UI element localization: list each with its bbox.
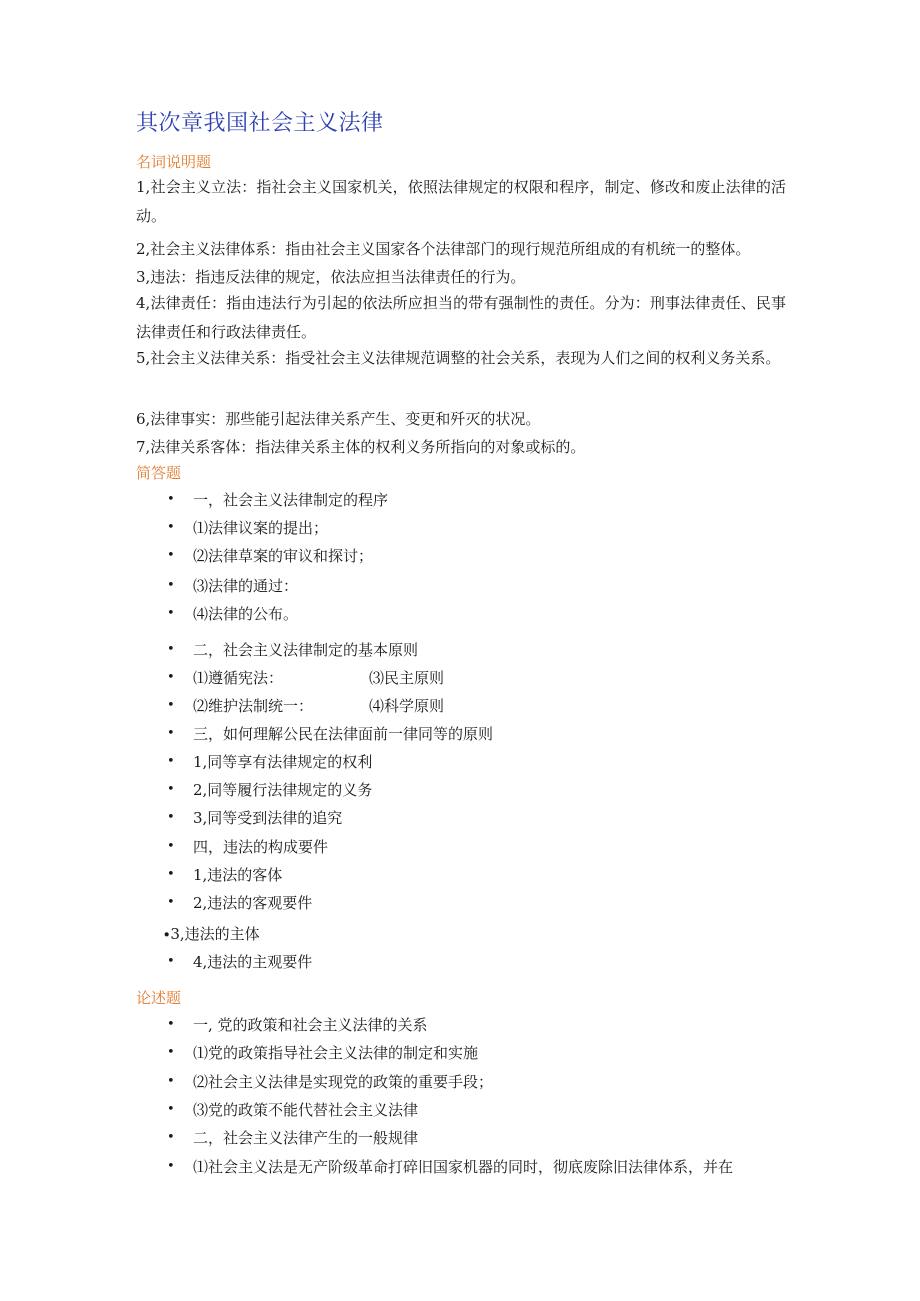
list-item: • 2,违法的客观要件 [167, 894, 313, 912]
term-item: 6,法律事实：那些能引起法律关系产生、变更和歼灭的状况。 [136, 410, 541, 428]
section-heading-short: 简答题 [136, 464, 182, 482]
term-item: 2,社会主义法律体系：指由社会主义国家各个法律部门的现行规范所组成的有机统一的整体。 [136, 240, 751, 258]
list-item: • 1,违法的客体 [167, 866, 283, 884]
list-item: • ⑵维护法制统一： ⑷科学原则 [167, 697, 445, 715]
bullet-icon: • [167, 895, 175, 910]
bullet-icon: • [167, 606, 175, 621]
list-item: • ⑴法律议案的提出； [167, 519, 329, 537]
bullet-icon: • [167, 1102, 175, 1117]
bullet-icon: • [167, 548, 175, 563]
bullet-icon: • [167, 1074, 175, 1089]
list-item: • 三，如何理解公民在法律面前一律同等的原则 [167, 725, 494, 743]
bullet-icon: • [167, 754, 175, 769]
bullet-icon: • [167, 867, 175, 882]
bullet-icon: • [167, 839, 175, 854]
list-item: • ⑶法律的通过： [167, 577, 299, 595]
list-item: • 二，社会主义法律产生的一般规律 [167, 1129, 419, 1147]
term-item: 1,社会主义立法：指社会主义国家机关，依照法律规定的权限和程序，制定、修改和废止法律的活动。 [136, 178, 786, 225]
section-heading-essay: 论述题 [136, 989, 182, 1007]
list-item: • 2,同等履行法律规定的义务 [167, 781, 373, 799]
bullet-icon: • [167, 642, 175, 657]
bullet-icon: • [167, 726, 175, 741]
bullet-icon: • [167, 1159, 175, 1174]
list-item: • ⑷法律的公布。 [167, 605, 299, 623]
bullet-icon: • [167, 520, 175, 535]
list-item: • ⑵法律草案的审议和探讨； [167, 547, 374, 565]
section-heading-terms: 名词说明题 [136, 153, 212, 171]
term-item: 4,法律责任：指由违法行为引起的依法所应担当的带有强制性的责任。分为：刑事法律责任、民事法律责任和行政法律责任。 [136, 294, 786, 341]
list-item: • ⑶党的政策不能代替社会主义法律 [167, 1101, 419, 1119]
list-item: • 一，社会主义法律制定的程序 [167, 491, 389, 509]
list-item: ∙3,违法的主体 [163, 925, 260, 943]
list-item: • ⑴遵循宪法： ⑶民主原则 [167, 669, 445, 687]
term-item: 3,违法：指违反法律的规定，依法应担当法律责任的行为。 [136, 268, 526, 286]
bullet-icon: • [167, 1130, 175, 1145]
list-item: • 二，社会主义法律制定的基本原则 [167, 641, 419, 659]
list-item: • 一, 党的政策和社会主义法律的关系 [167, 1016, 428, 1034]
bullet-icon: • [167, 1045, 175, 1060]
bullet-icon: • [167, 782, 175, 797]
list-item: • 四，违法的构成要件 [167, 838, 329, 856]
term-item: 5,社会主义法律关系：指受社会主义法律规范调整的社会关系，表现为人们之间的权利义务关系。 [136, 349, 781, 367]
list-item: • 4,违法的主观要件 [167, 953, 313, 971]
list-item: • ⑴社会主义法是无产阶级革命打碎旧国家机器的同时，彻底废除旧法律体系，并在 [167, 1158, 734, 1176]
bullet-icon: • [167, 954, 175, 969]
bullet-icon: • [167, 578, 175, 593]
bullet-icon: • [167, 698, 175, 713]
bullet-icon: • [167, 1017, 175, 1032]
bullet-icon: • [167, 670, 175, 685]
list-item: • ⑴党的政策指导社会主义法律的制定和实施 [167, 1044, 479, 1062]
page-title: 其次章我国社会主义法律 [136, 111, 384, 136]
term-item: 7,法律关系客体：指法律关系主体的权利义务所指向的对象或标的。 [136, 438, 586, 456]
bullet-icon: • [167, 492, 175, 507]
bullet-icon: • [167, 810, 175, 825]
list-item: • 3,同等受到法律的追究 [167, 809, 343, 827]
list-item: • ⑵社会主义法律是实现党的政策的重要手段； [167, 1073, 494, 1091]
list-item: • 1,同等享有法律规定的权利 [167, 753, 373, 771]
